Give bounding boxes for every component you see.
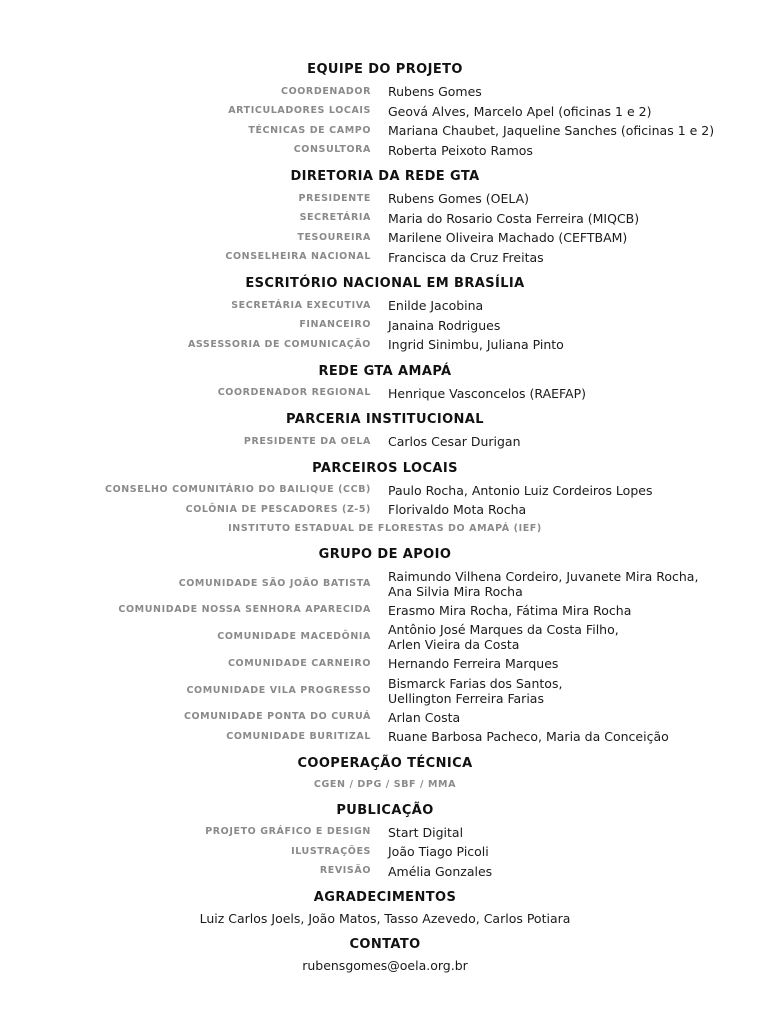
section-cooperacao (0, 756, 770, 794)
role-label: CONSELHEIRA NACIONAL (225, 251, 371, 263)
credit-row (0, 82, 770, 102)
credit-row (0, 862, 770, 882)
section-parceiros (0, 461, 770, 538)
role-label: CONSULTORA (293, 144, 371, 156)
section-parceria (0, 412, 770, 452)
credit-row (0, 823, 770, 843)
person-name: Roberta Peixoto Ramos (388, 142, 533, 158)
credit-row (0, 708, 770, 728)
person-names: Erasmo Mira Rocha, Fátima Mira Rocha (388, 602, 632, 618)
community-label: COMUNIDADE VILA PROGRESSO (186, 684, 371, 696)
section-title: PUBLICAÇÃO (336, 802, 434, 818)
community-label: COMUNIDADE SÃO JOÃO BATISTA (178, 577, 371, 589)
section-apoio (0, 547, 770, 747)
role-label: SECRETÁRIA EXECUTIVA (231, 299, 371, 311)
role-label: FINANCEIRO (299, 319, 371, 331)
person-name: Enilde Jacobina (388, 298, 484, 314)
person-name: Henrique Vasconcelos (RAEFAP) (388, 385, 587, 401)
credit-row (0, 727, 770, 747)
credit-row (0, 316, 770, 336)
credit-row (0, 228, 770, 248)
credit-row (0, 248, 770, 268)
contact-email: rubensgomes@oela.org.br (302, 958, 468, 973)
section-title: PARCEIROS LOCAIS (312, 460, 458, 476)
credit-row (0, 567, 770, 601)
role-label: ARTICULADORES LOCAIS (228, 105, 371, 117)
community-label: COMUNIDADE BURITIZAL (226, 730, 371, 742)
role-label: ILUSTRAÇÕES (291, 845, 371, 857)
person-name: Marilene Oliveira Machado (CEFTBAM) (388, 230, 628, 246)
person-names (388, 676, 758, 706)
credit-row (0, 335, 770, 355)
name-line: Bismarck Farias dos Santos, (388, 675, 563, 691)
community-label: COMUNIDADE MACEDÔNIA (217, 631, 371, 642)
role-label: TESOUREIRA (297, 231, 371, 243)
section-title: COOPERAÇÃO TÉCNICA (297, 755, 473, 771)
role-label: SECRETÁRIA (299, 212, 371, 224)
name-line: Uellington Ferreira Farias (388, 690, 544, 706)
person-name: Janaina Rodrigues (388, 317, 501, 333)
person-name: Geová Alves, Marcelo Apel (oficinas 1 e 2) (388, 103, 652, 119)
credit-row (0, 500, 770, 520)
section-diretoria (0, 169, 770, 267)
credit-row (0, 654, 770, 674)
section-contato (0, 937, 770, 975)
section-publicacao (0, 803, 770, 882)
role-label: REVISÃO (319, 865, 371, 877)
credit-row (0, 674, 770, 708)
section-title: AGRADECIMENTOS (313, 890, 457, 905)
section-amapa (0, 364, 770, 404)
credit-row (0, 189, 770, 209)
role-label: COORDENADOR (281, 85, 371, 97)
person-name: Amélia Gonzales (388, 863, 493, 879)
credit-row (0, 209, 770, 229)
person-name: Start Digital (388, 824, 464, 840)
person-names (388, 622, 758, 652)
person-name: Francisca da Cruz Freitas (388, 249, 544, 265)
role-label: COORDENADOR REGIONAL (217, 387, 371, 399)
section-equipe (0, 62, 770, 160)
partner-institution-label: INSTITUTO ESTADUAL DE FLORESTAS DO AMAPÁ (IEF) (228, 522, 542, 534)
role-label: CONSELHO COMUNITÁRIO DO BAILIQUE (CCB) (105, 484, 371, 496)
credit-row (0, 102, 770, 122)
section-title: DIRETORIA DA REDE GTA (290, 169, 480, 184)
name-line: Ana Silvia Mira Rocha (388, 583, 523, 599)
section-agradecimentos (0, 890, 770, 928)
cooperation-agencies: CGEN / DPG / SBF / MMA (313, 778, 457, 790)
community-label: COMUNIDADE PONTA DO CURUÁ (183, 711, 371, 723)
section-title: GRUPO DE APOIO (318, 546, 452, 562)
role-label: PROJETO GRÁFICO E DESIGN (205, 826, 371, 838)
section-title: REDE GTA AMAPÁ (318, 363, 452, 379)
person-name: Florivaldo Mota Rocha (388, 502, 527, 518)
name-line: Antônio José Marques da Costa Filho, (388, 622, 619, 637)
credit-row (0, 620, 770, 654)
community-label: COMUNIDADE NOSSA SENHORA APARECIDA (118, 604, 371, 616)
role-label: TÉCNICAS DE CAMPO (248, 124, 371, 136)
person-name: Ingrid Sinimbu, Juliana Pinto (388, 337, 564, 353)
person-name: Mariana Chaubet, Jaqueline Sanches (oficinas 1 e 2) (388, 123, 715, 139)
person-name: Rubens Gomes (OELA) (388, 191, 530, 207)
credit-row (0, 481, 770, 501)
person-name: Maria do Rosario Costa Ferreira (MIQCB) (388, 210, 640, 226)
name-line: Raimundo Vilhena Cordeiro, Juvanete Mira Rocha, (388, 568, 699, 584)
section-escritorio (0, 276, 770, 355)
person-name: João Tiago Picoli (388, 844, 489, 860)
credit-row (0, 141, 770, 161)
community-label: COMUNIDADE CARNEIRO (227, 657, 371, 669)
credit-row (0, 601, 770, 621)
section-title: ESCRITÓRIO NACIONAL EM BRASÍLIA (245, 276, 525, 291)
role-label: PRESIDENTE (298, 192, 371, 204)
credit-row (0, 296, 770, 316)
person-name: Paulo Rocha, Antonio Luiz Cordeiros Lopes (388, 482, 653, 498)
person-names: Arlan Costa (388, 709, 461, 725)
name-line: Arlen Vieira da Costa (388, 637, 520, 652)
role-label: ASSESSORIA DE COMUNICAÇÃO (187, 338, 371, 350)
credit-row (0, 842, 770, 862)
credit-row (0, 432, 770, 452)
person-name: Carlos Cesar Durigan (388, 434, 521, 450)
person-name: Rubens Gomes (388, 84, 482, 100)
person-names: Hernando Ferreira Marques (388, 656, 559, 672)
section-title: PARCERIA INSTITUCIONAL (286, 412, 484, 427)
section-title: CONTATO (349, 937, 421, 952)
section-title: EQUIPE DO PROJETO (307, 62, 463, 77)
credit-row (0, 384, 770, 404)
role-label: PRESIDENTE DA OELA (243, 435, 371, 447)
person-names: Ruane Barbosa Pacheco, Maria da Conceição (388, 729, 669, 745)
acknowledgements-text: Luiz Carlos Joels, João Matos, Tasso Azevedo, Carlos Potiara (199, 911, 571, 926)
person-names (388, 569, 758, 599)
role-label: COLÔNIA DE PESCADORES (Z-5) (185, 503, 371, 515)
credit-row (0, 121, 770, 141)
